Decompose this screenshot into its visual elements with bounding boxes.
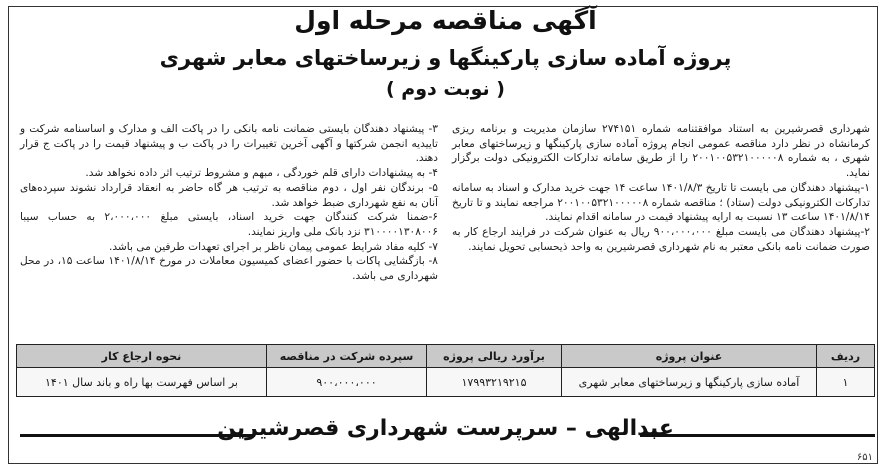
clause-4: ۴- به پیشنهادات دارای قلم خوردگی ، مبهم و مشروط ترتیب اثر داده نخواهد شد. bbox=[85, 167, 438, 180]
signature-line: عبدالهی – سرپرست شهرداری قصرشیرین bbox=[217, 416, 674, 441]
cell-row-number: ۱ bbox=[817, 368, 875, 397]
table-header-row bbox=[17, 345, 875, 368]
left-text-column bbox=[20, 122, 438, 284]
header-project-title: عنوان پروژه bbox=[562, 345, 817, 368]
cell-deposit: ۹۰۰،۰۰۰،۰۰۰ bbox=[267, 368, 427, 397]
header-row-number: ردیف bbox=[817, 345, 875, 368]
table-row bbox=[17, 368, 875, 397]
tender-table bbox=[16, 344, 875, 397]
right-text-column bbox=[452, 122, 870, 254]
page-number: ۶۵۱ bbox=[856, 452, 873, 463]
clause-1: ۱-پیشنهاد دهندگان می بایست تا تاریخ ۱۴۰۱/۸/۳ ساعت ۱۴ جهت خرید مدارک و اسناد به سامانه تدارکات الکترونیکی دولت (ستاد) ؛ مناقصه شماره ۲۰۰۱۰۰۵۳۲۱۰۰۰۰۰۸ مراجعه نمایند و تا تاریخ ۱۴۰۱/۸/۱۴ ساعت ۱۳ نسبت به ارایه پیشنهاد قیمت در سامانه اقدام نمایند. bbox=[452, 181, 870, 224]
clause-6: ۶-ضمنا شرکت کنندگان جهت خرید اسناد، بایستی مبلغ ۲،۰۰۰،۰۰۰ به حساب سیبا ۳۱۰۰۰۰۱۳۰۸۰۰۶ نزد بانک ملی واریز نمایند. bbox=[20, 211, 438, 238]
header-deposit: سپرده شرکت در مناقصه bbox=[267, 345, 427, 368]
project-title: پروژه آماده سازی پارکینگها و زیرساختهای معابر شهری bbox=[159, 46, 732, 70]
cell-referral-method: بر اساس فهرست بها راه و باند سال ۱۴۰۱ bbox=[17, 368, 267, 397]
ad-title: آگهی مناقصه مرحله اول bbox=[294, 6, 597, 35]
clause-8: ۸- بازگشایی پاکات با حضور اعضای کمیسیون معاملات در مورخ ۱۴۰۱/۸/۱۴ ساعت ۱۵، در محل شهرداری می باشد. bbox=[20, 255, 438, 283]
header-referral-method: نحوه ارجاع کار bbox=[17, 345, 267, 368]
cell-project-title: آماده سازی پارکینگها و زیرساختهای معابر شهری bbox=[562, 368, 817, 397]
intro-paragraph: شهرداری قصرشیرین به استناد موافقتنامه شماره ۲۷۴۱۵۱ سازمان مدیریت و برنامه ریزی کرمانشاه در نظر دارد مناقصه عمومی انجام پروژه آماده سازی پارکینگها و زیرساختهای معابر شهری ، به شماره ۲۰۰۱۰۰۵۳۲۱۰۰۰۰۰۸ را از طریق سامانه تدارکات الکترونیکی دولت برگزار نماید. bbox=[452, 123, 871, 180]
header-estimate: برآورد ریالی پروژه bbox=[427, 345, 562, 368]
clause-7: ۷- کلیه مفاد شرایط عمومی پیمان ناظر بر اجرای تعهدات طرفین می باشد. bbox=[108, 240, 438, 253]
clause-2: ۲-پیشنهاد دهندگان می بایست مبلغ ۹۰۰،۰۰۰،۰۰۰ ریال به عنوان شرکت در فرایند ارجاع کار به صورت ضمانت نامه بانکی معتبر به نام شهرداری قصرشیرین به واحد ذیحسابی تحویل نمایند. bbox=[452, 225, 870, 253]
cell-estimate: ۱۷۹۹۳۲۱۹۲۱۵ bbox=[427, 368, 562, 397]
clause-5: ۵- برندگان نفر اول ، دوم مناقصه به ترتیب هر گاه حاضر به انعقاد قرارداد نشوند سپرده‌های آنان به نفع شهرداری ضبط خواهد شد. bbox=[20, 181, 438, 209]
clause-3: ۳- پیشنهاد دهندگان بایستی ضمانت نامه بانکی را در پاکت الف و مدارک و اساسنامه شرکت و تاییدیه انجمن شرکتها و آگهی آخرین تغییرات را در پاکت ب و پیشنهاد قیمت را در پاکت ج قرار دهند. bbox=[20, 123, 438, 165]
round-label: ( نوبت دوم ) bbox=[386, 78, 505, 100]
